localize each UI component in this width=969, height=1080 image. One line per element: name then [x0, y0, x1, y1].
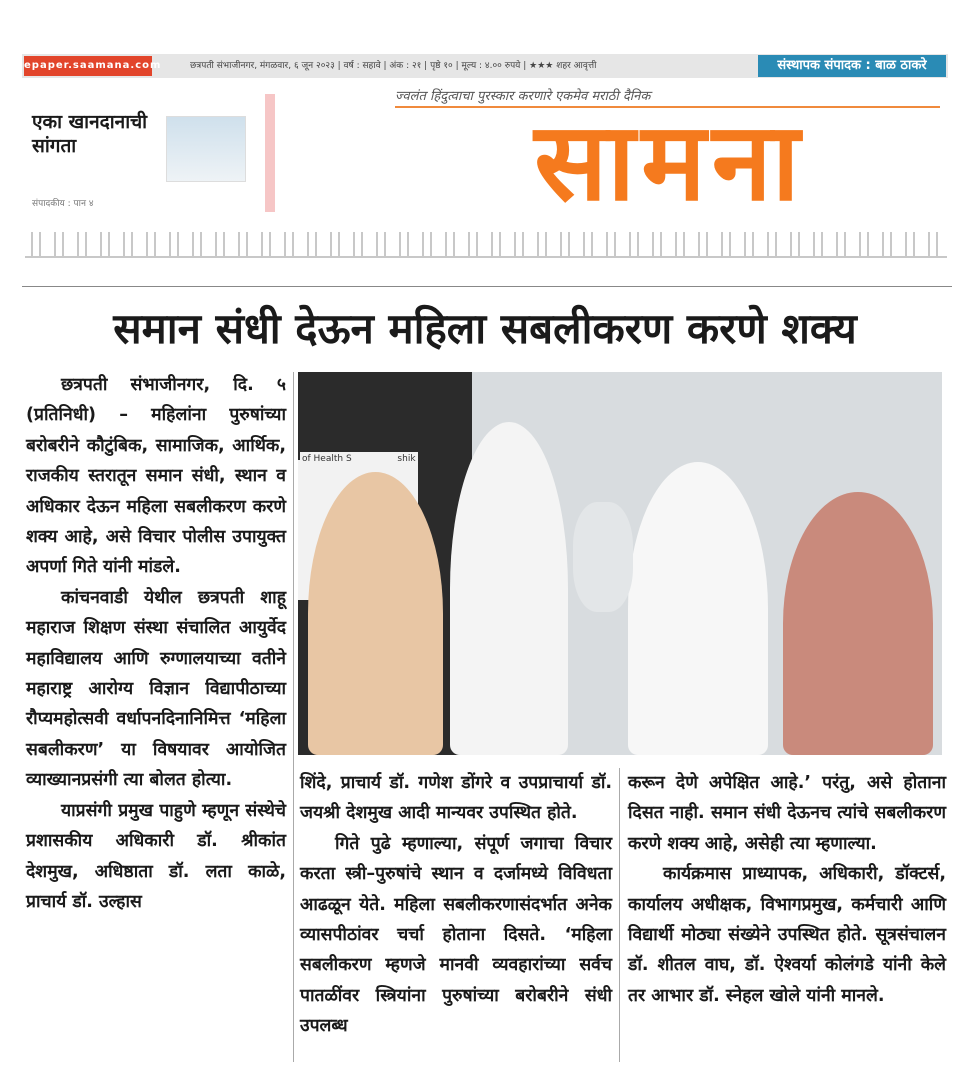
- paragraph: गिते पुढे म्हणाल्या, संपूर्ण जगाचा विचार करता स्त्री–पुरुषांचे स्थान व दर्जामध्ये विविधता आढळून येते. महिला सबलीकरणासंदर्भात अनेक व्यासपीठांवर चर्चा होताना दिसते. ‘महिला सबलीकरण म्हणजे मानवी व्यवहारांच्या सर्वच पातळींवर स्त्रियांना पुरुषांच्या बरोबरीने संधी उपलब्ध: [300, 833, 612, 1037]
- headline: समान संधी देऊन महिला सबलीकरण करणे शक्य: [113, 304, 857, 353]
- person: [783, 492, 933, 755]
- article-column-1: [26, 370, 286, 917]
- article-column-3: [628, 768, 946, 1011]
- founder-editor: संस्थापक संपादक : बाळ ठाकरे: [758, 55, 946, 77]
- photo-banner: of Health S shik: [302, 454, 416, 464]
- paragraph: याप्रसंगी प्रमुख पाहुणे म्हणून संस्थेचे प्रशासकीय अधिकारी डॉ. श्रीकांत देशमुख, अधिष्ठाता डॉ. लता काळे, प्राचार्य डॉ. उल्हास: [26, 800, 286, 912]
- decorative-border: [25, 232, 947, 258]
- person: [628, 462, 768, 755]
- site-url[interactable]: epaper.saamana.com: [24, 56, 152, 76]
- paragraph: छत्रपती संभाजीनगर, दि. ५ (प्रतिनिधी) – महिलांना पुरुषांच्या बरोबरीने कौटुंबिक, सामाजिक, आर्थिक, राजकीय स्तरातून समान संधी, स्थान व अधिकार देऊन महिला सबलीकरण करणे शक्य आहे, असे विचार पोलीस उपायुक्त अपर्णा गिते यांनी मांडले.: [26, 375, 286, 578]
- person: [450, 422, 568, 755]
- person: [308, 472, 443, 755]
- bouquet: [573, 502, 633, 612]
- masthead-logo: सामना: [534, 100, 806, 225]
- paragraph: कार्यक्रमास प्राध्यापक, अधिकारी, डॉक्टर्स, कार्यालय अधीक्षक, विभागप्रमुख, कर्मचारी आणि विद्यार्थी मोठ्या संख्येने उपस्थित होते. सूत्रसंचालन डॉ. शीतल वाघ, डॉ. ऐश्वर्या कोलंगडे यांनी केले तर आभार डॉ. स्नेहल खोले यांनी मानले.: [628, 864, 946, 1006]
- divider: [22, 286, 952, 287]
- column-divider: [293, 372, 294, 1062]
- editorial-page: संपादकीय : पान ४: [32, 199, 94, 209]
- paragraph: कांचनवाडी येथील छत्रपती शाहू महाराज शिक्षण संस्था संचालित आयुर्वेद महाविद्यालय आणि रुग्णालयाच्या वतीने महाराष्ट्र आरोग्य विज्ञान विद्यापीठाच्या रौप्यमहोत्सवी वर्धापनदिनानिमित्त ‘महिला सबलीकरण’ या विषयावर आयोजित व्याख्यानप्रसंगी त्या बोलत होत्या.: [26, 587, 286, 791]
- paragraph: करून देणे अपेक्षित आहे.’ परंतु, असे होताना दिसत नाही. समान संधी देऊनच त्यांचे सबलीकरण करणे शक्य आहे, असेही त्या म्हणाल्या.: [628, 773, 946, 854]
- column-divider: [619, 768, 620, 1062]
- dateline: छत्रपती संभाजीनगर, मंगळवार, ६ जून २०२३ | वर्ष : सहावे | अंक : २१ | पृष्ठे १० | मूल्य : ४.०० रुपये | ★★★ शहर आवृत्ती: [190, 61, 597, 71]
- editorial-photo: [166, 116, 246, 182]
- article-column-2: [300, 768, 612, 1042]
- editorial-title[interactable]: एका खानदानाची सांगता: [32, 111, 148, 157]
- tagline: ज्वलंत हिंदुत्वाचा पुरस्कार करणारे एकमेव मराठी दैनिक: [395, 86, 940, 108]
- paragraph: शिंदे, प्राचार्य डॉ. गणेश डोंगरे व उपप्राचार्या डॉ. जयश्री देशमुख आदी मान्यवर उपस्थित होते.: [300, 773, 612, 824]
- article-photo: [298, 372, 942, 755]
